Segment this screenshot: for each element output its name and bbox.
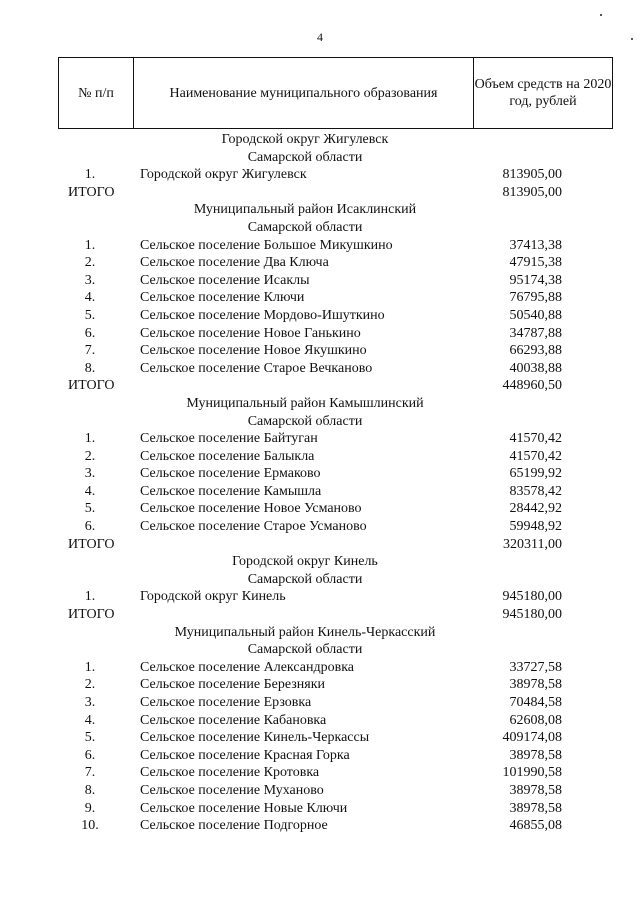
table-row bbox=[0, 659, 640, 677]
scan-speck bbox=[600, 14, 602, 16]
row-value: 62608,08 bbox=[509, 712, 562, 728]
row-value: 83578,42 bbox=[509, 483, 562, 499]
row-value: 38978,58 bbox=[509, 747, 562, 763]
row-number: 4. bbox=[84, 290, 96, 306]
table-row bbox=[0, 518, 640, 536]
total-row bbox=[0, 184, 640, 202]
row-number: 10. bbox=[81, 818, 99, 834]
row-value: 66293,88 bbox=[509, 343, 562, 359]
header-number-column: № п/п bbox=[59, 58, 134, 128]
row-number: 5. bbox=[84, 501, 96, 517]
row-value: 101990,58 bbox=[502, 765, 562, 781]
row-number: 8. bbox=[84, 360, 96, 376]
row-value: 813905,00 bbox=[502, 167, 562, 183]
total-value: 448960,50 bbox=[502, 378, 562, 394]
row-name: Сельское поселение Новые Ключи bbox=[140, 800, 348, 816]
row-name: Сельское поселение Муханово bbox=[140, 782, 324, 798]
row-number: 3. bbox=[84, 695, 96, 710]
header-volume-column: Объем средств на 2020 год, рублей bbox=[474, 77, 612, 109]
row-value: 50540,88 bbox=[509, 307, 562, 323]
table-row bbox=[0, 694, 640, 712]
row-name: Сельское поселение Старое Усманово bbox=[140, 519, 367, 535]
section-title-line bbox=[0, 131, 640, 149]
table-row bbox=[0, 465, 640, 483]
total-value: 320311,00 bbox=[503, 536, 562, 552]
total-row bbox=[0, 377, 640, 395]
section-title: Муниципальный район Кинель-Черкасский bbox=[174, 624, 436, 640]
table-row bbox=[0, 747, 640, 765]
row-value: 47915,38 bbox=[509, 255, 562, 271]
table-row bbox=[0, 430, 640, 448]
row-name: Сельское поселение Кротовка bbox=[140, 765, 320, 781]
table-row bbox=[0, 764, 640, 782]
section-title-line bbox=[0, 395, 640, 413]
total-value: 945180,00 bbox=[502, 607, 562, 623]
table-row bbox=[0, 588, 640, 606]
row-number: 1. bbox=[84, 589, 96, 605]
total-row bbox=[0, 606, 640, 624]
row-number: 7. bbox=[84, 343, 96, 359]
row-number: 6. bbox=[84, 325, 96, 341]
page-number: 4 bbox=[317, 30, 323, 44]
row-number: 8. bbox=[84, 782, 96, 798]
section-title-line bbox=[0, 641, 640, 659]
section-title: Муниципальный район Исаклинский bbox=[193, 202, 417, 218]
row-name: Сельское поселение Ермаково bbox=[140, 466, 321, 482]
table-row bbox=[0, 712, 640, 730]
row-number: 9. bbox=[84, 800, 96, 816]
row-name: Сельское поселение Новое Усманово bbox=[140, 501, 362, 517]
row-value: 38978,58 bbox=[509, 800, 562, 816]
table-row bbox=[0, 272, 640, 290]
table-row bbox=[0, 483, 640, 501]
total-label: ИТОГО bbox=[68, 607, 115, 623]
row-value: 41570,42 bbox=[509, 448, 562, 464]
table-row bbox=[0, 676, 640, 694]
table-row bbox=[0, 500, 640, 518]
row-number: 2. bbox=[84, 677, 96, 693]
row-number: 4. bbox=[84, 483, 96, 499]
row-value: 34787,88 bbox=[509, 325, 562, 341]
table-row bbox=[0, 729, 640, 747]
row-number: 3. bbox=[84, 466, 96, 482]
section-title: Самарской области bbox=[247, 413, 363, 429]
row-name: Городской округ Жигулевск bbox=[140, 167, 307, 183]
row-value: 37413,38 bbox=[509, 237, 562, 253]
row-value: 41570,42 bbox=[509, 431, 562, 447]
row-name: Сельское поселение Камышла bbox=[140, 483, 322, 499]
table-row bbox=[0, 342, 640, 360]
row-value: 38978,58 bbox=[509, 782, 562, 798]
row-name: Сельское поселение Новое Ганькино bbox=[140, 325, 361, 341]
row-name: Сельское поселение Исаклы bbox=[140, 272, 310, 288]
row-number: 5. bbox=[84, 730, 96, 746]
section-title-line bbox=[0, 219, 640, 237]
row-number: 2. bbox=[84, 255, 96, 271]
section-title: Самарской области bbox=[247, 571, 363, 587]
row-value: 28442,92 bbox=[509, 501, 562, 517]
row-name: Сельское поселение Два Ключа bbox=[140, 255, 329, 271]
row-value: 409174,08 bbox=[502, 730, 562, 746]
row-name: Сельское поселение Мордово-Ишуткино bbox=[140, 307, 385, 323]
row-name: Сельское поселение Балыкла bbox=[140, 448, 315, 464]
row-number: 6. bbox=[84, 519, 96, 535]
row-name: Сельское поселение Березняки bbox=[140, 677, 326, 693]
section-title-line bbox=[0, 624, 640, 642]
row-name: Сельское поселение Кинель-Черкассы bbox=[140, 730, 370, 746]
total-label: ИТОГО bbox=[68, 184, 115, 200]
section-title: Городской округ Жигулевск bbox=[221, 132, 389, 147]
section-title-line bbox=[0, 553, 640, 571]
row-value: 945180,00 bbox=[502, 589, 562, 605]
table-row bbox=[0, 166, 640, 184]
row-name: Сельское поселение Александровка bbox=[140, 659, 355, 675]
table-header bbox=[58, 57, 613, 129]
table-row bbox=[0, 325, 640, 343]
row-name: Сельское поселение Байтуган bbox=[140, 431, 318, 447]
section-title-line bbox=[0, 149, 640, 167]
section-title: Городской округ Кинель bbox=[232, 554, 378, 570]
row-value: 65199,92 bbox=[509, 466, 562, 482]
table-row bbox=[0, 254, 640, 272]
row-number: 1. bbox=[84, 237, 96, 253]
total-row bbox=[0, 536, 640, 554]
row-number: 1. bbox=[84, 431, 96, 447]
row-number: 1. bbox=[84, 167, 96, 183]
row-name: Сельское поселение Подгорное bbox=[140, 818, 328, 834]
section-title-line bbox=[0, 201, 640, 219]
section-title: Муниципальный район Камышлинский bbox=[186, 395, 424, 411]
row-number: 3. bbox=[84, 272, 96, 288]
table-row bbox=[0, 360, 640, 378]
table-row bbox=[0, 307, 640, 325]
section-title: Самарской области bbox=[247, 642, 363, 658]
row-name: Сельское поселение Красная Горка bbox=[140, 747, 350, 763]
row-number: 5. bbox=[84, 307, 96, 323]
section-title: Самарской области bbox=[247, 149, 363, 165]
row-number: 4. bbox=[84, 712, 96, 728]
row-value: 95174,38 bbox=[509, 272, 562, 288]
table-row bbox=[0, 448, 640, 466]
table-body bbox=[0, 131, 640, 835]
row-number: 2. bbox=[84, 448, 96, 464]
row-value: 76795,88 bbox=[509, 290, 562, 306]
row-value: 59948,92 bbox=[509, 519, 562, 535]
header-name-column: Наименование муниципального образования bbox=[134, 58, 474, 128]
table-row bbox=[0, 817, 640, 835]
row-name: Сельское поселение Старое Вечканово bbox=[140, 360, 373, 376]
total-label: ИТОГО bbox=[68, 536, 115, 552]
row-number: 1. bbox=[84, 659, 96, 675]
table-row bbox=[0, 237, 640, 255]
table-row bbox=[0, 782, 640, 800]
row-name: Сельское поселение Большое Микушкино bbox=[140, 237, 393, 253]
section-title: Самарской области bbox=[247, 219, 363, 235]
row-name: Городской округ Кинель bbox=[140, 589, 286, 605]
table-row bbox=[0, 800, 640, 818]
total-value: 813905,00 bbox=[502, 184, 562, 200]
row-value: 33727,58 bbox=[509, 659, 562, 675]
row-value: 38978,58 bbox=[509, 677, 562, 693]
row-number: 7. bbox=[84, 765, 96, 781]
row-value: 46855,08 bbox=[509, 818, 562, 834]
scan-speck bbox=[631, 38, 633, 40]
total-label: ИТОГО bbox=[68, 378, 115, 394]
table-row bbox=[0, 289, 640, 307]
row-name: Сельское поселение Ключи bbox=[140, 290, 305, 306]
row-number: 6. bbox=[84, 747, 96, 763]
row-name: Сельское поселение Кабановка bbox=[140, 712, 327, 728]
row-name: Сельское поселение Ерзовка bbox=[140, 695, 312, 710]
section-title-line bbox=[0, 571, 640, 589]
row-value: 70484,58 bbox=[509, 695, 562, 710]
section-title-line bbox=[0, 413, 640, 431]
row-name: Сельское поселение Новое Якушкино bbox=[140, 343, 367, 359]
row-value: 40038,88 bbox=[509, 360, 562, 376]
